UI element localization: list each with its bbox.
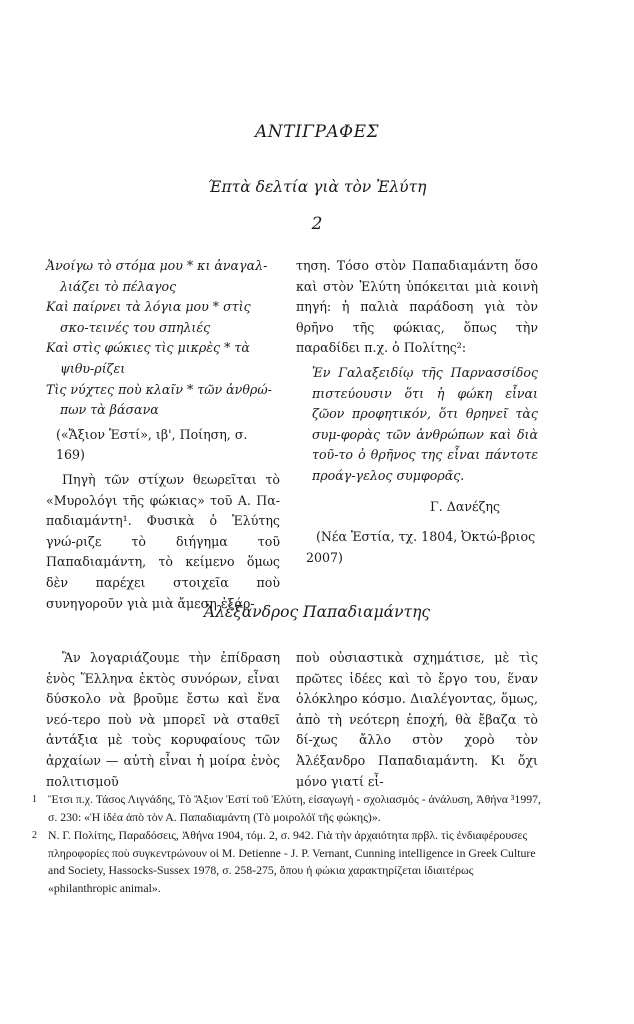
footnotes	[30, 791, 542, 899]
block-quote: Ἐν Γαλαξειδίῳ τῆς Παρνασσίδος πιστεύουσιν ὅτι ἡ φώκη εἶναι ζῶον προφητικόν, ὅτι θρηνεῖ τὰς συμ-φορὰς τῶν ἀνθρώπων καὶ διὰ τοῦ-το ὁ θρῆνος της εἶναι πάντοτε προάγ-γελος συμφορᾶς.	[312, 364, 538, 483]
section1-left-column	[46, 256, 280, 614]
source-citation: (Νέα Ἑστία, τχ. 1804, Ὀκτώ-βριος 2007)	[306, 529, 536, 565]
footnote-text: Ν. Γ. Πολίτης, Παραδόσεις, Ἀθήνα 1904, τόμ. 2, σ. 942. Γιὰ τὴν ἀρχαιότητα πρβλ. τὶς ἐνδιαφέρουσες πληροφορίες ποὺ συγκεντρώνουν οἱ M. Detienne - J. P. Vernant, Cunning intelligence in Greek Culture and Society, Hassocks-Sussex 1978, σ. 258-275, ὅπου ἡ φώκια χαρακτηρίζεται ἰδιαιτέρως «philanthropic animal».	[48, 828, 536, 895]
footnote-mark: 1	[32, 794, 37, 805]
article-subtitle: Έπτὰ δελτία γιὰ τὸν Ἐλύτη	[207, 178, 427, 196]
poem-citation: («Ἄξιον Ἐστί», ιβ', Ποίηση, σ. 169)	[56, 426, 248, 463]
poem-line: Καὶ παίρνει τὰ λόγια μου * στὶς σκο-τεινές του σπηλιές	[46, 299, 251, 335]
paragraph: τηση. Τόσο στὸν Παπαδιαμάντη ὅσο καὶ στὸν Ἐλύτη ὑπόκειται μιὰ κοινὴ πηγή: ἡ παλιὰ παράδοση γιὰ τὸν θρῆνο τῆς φώκιας, ὅπως τὴν παραδίδει π.χ. ὁ Πολίτης²:	[296, 258, 538, 356]
poem-line: Τὶς νύχτες ποὺ κλαῖν * τῶν ἀνθρώ-πων τὰ βάσανα	[46, 381, 272, 418]
footnote-text: Ἔτσι π.χ. Τάσος Λιγνάδης, Τὸ Ἄξιον Ἐστί τοῦ Ἐλύτη, εἰσαγωγή - σχολιασμός - ἀνάλυση, Ἀθήνα ³1997, σ. 230: «Ἡ ἰδέα ἀπὸ τὸν Α. Παπαδιαμάντη (Τὸ μοιρολόϊ τῆς φώκης)».	[48, 792, 541, 824]
poem-line: Ἀνοίγω τὸ στόμα μου * κι ἀναγαλ-λιάζει τὸ πέλαγος	[46, 258, 268, 294]
section-title: Ἀλέξανδρος Παπαδιαμάντης	[203, 603, 431, 621]
poem-excerpt	[46, 256, 280, 421]
section1-right-column	[296, 256, 538, 568]
paragraph: Πηγὴ τῶν στίχων θεωρεῖται τὸ «Μυρολόγι τῆς φώκιας» τοῦ Α. Πα-παδιαμάντη¹. Φυσικὰ ὁ Ἐλύτης γνώ-ριζε τὸ διήγημα τοῦ Παπαδιαμάντη, τὸ κείμενο ὅμως δὲν παρέχει στοιχεῖα ποὺ συνηγοροῦν γιὰ μιὰ ἄμεση ἐξάρ-	[46, 471, 280, 611]
entry-number: 2	[311, 214, 323, 234]
section2-left-column	[46, 648, 280, 792]
poem-line: Καὶ στὶς φώκιες τὶς μικρὲς * τὰ ψιθυ-ρίζει	[46, 340, 250, 376]
paragraph: Ἂν λογαριάζουμε τὴν ἐπίδραση ἑνὸς Ἕλληνα ἐκτὸς συνόρων, εἶναι δύσκολο νὰ βροῦμε ἔστω καὶ ἕνα νεό-τερο ποὺ νὰ μπορεῖ νὰ σταθεῖ ἀντάξια μὲ τοὺς κορυφαίους τῶν ἀρχαίων — αὐτὴ εἶναι ἡ μοίρα ἑνὸς πολιτισμοῦ	[46, 650, 280, 789]
paragraph: ποὺ οὐσιαστικὰ σχημάτισε, μὲ τὶς πρῶτες ἰδέες καὶ τὸ ἔργο του, ἕναν ὁλόκληρο κόσμο. Διαλέγοντας, ὅμως, ἀπὸ τὴ νεότερη ἐποχή, θὰ ἔβαζα τὸ δί-χως ἄλλο στὸν χορὸ τὸν Ἀλέξανδρο Παπαδιαμάντη. Κι ὄχι μόνο γιατί εἶ-	[296, 650, 538, 789]
footnote	[30, 827, 542, 897]
footnote	[30, 791, 542, 826]
section2-right-column	[296, 648, 538, 792]
footnote-mark: 2	[32, 830, 37, 842]
page-title: ΑΝΤΙΓΡΑΦΕΣ	[254, 122, 380, 142]
author-signature: Γ. Δανέζης	[430, 498, 500, 514]
